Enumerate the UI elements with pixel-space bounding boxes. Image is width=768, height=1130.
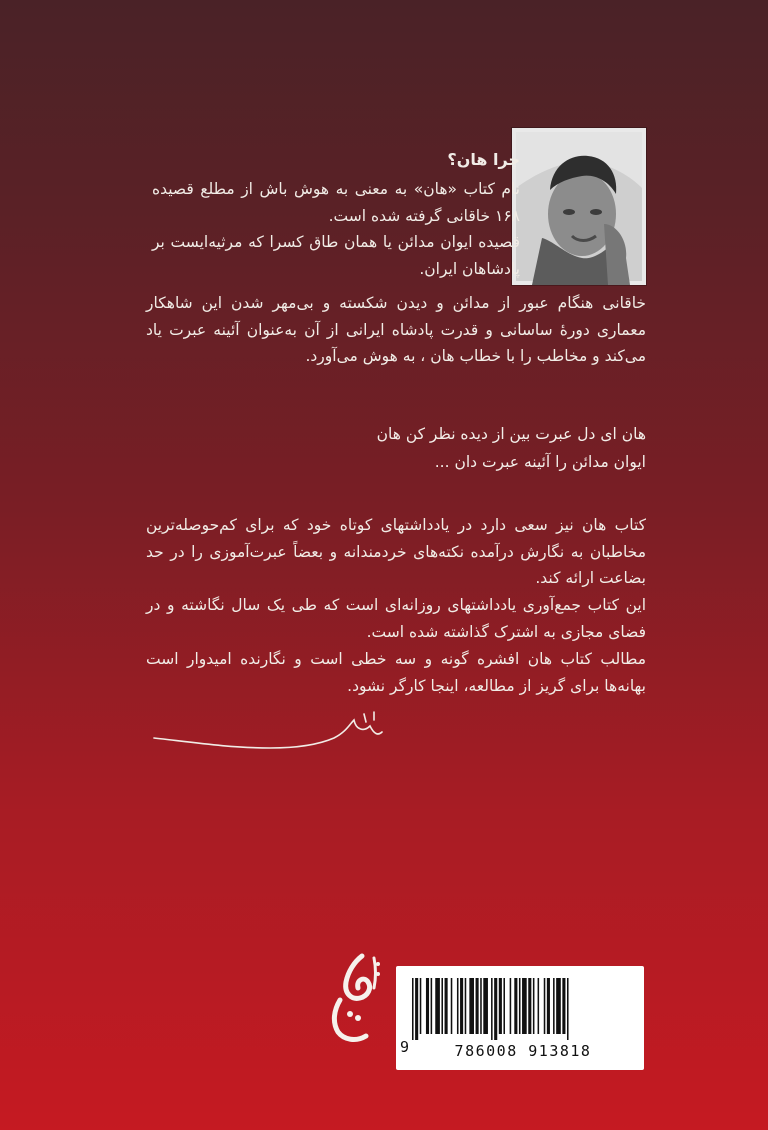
barcode-bar bbox=[426, 978, 429, 1034]
barcode-bar bbox=[457, 978, 459, 1034]
barcode-bar bbox=[441, 978, 443, 1034]
barcode-bar bbox=[567, 978, 569, 1040]
intro-paragraph-3: خاقانی هنگام عبور از مدائن و دیدن شکسته و بی‌مهر شدن این شاهکار معماری دورهٔ ساسانی و قدرت پادشاه ایرانی از آن به‌عنوان آئینه عبرت یاد می‌کند و مخاطب را با خطاب هان ، به هوش می‌آورد. bbox=[146, 294, 646, 365]
intro-paragraph-1: نام کتاب «هان» به معنی به هوش باش از مطلع قصیده ۱۶۸ خاقانی گرفته شده است. bbox=[152, 180, 520, 225]
barcode-bar bbox=[547, 978, 550, 1034]
body-paragraph-2: این کتاب جمع‌آوری یادداشتهای روزانه‌ای است که طی یک سال نگاشته و در فضای مجازی به اشترک گذاشته شده است. bbox=[146, 596, 646, 641]
signature-icon bbox=[150, 708, 390, 768]
barcode-bar bbox=[553, 978, 555, 1034]
barcode-bar bbox=[431, 978, 433, 1034]
barcode-bar bbox=[465, 978, 467, 1034]
barcode-bar bbox=[445, 978, 448, 1034]
body-paragraph-3: مطالب کتاب هان افشره گونه و سه خطی است و نگارنده امیدوار است بهانه‌ها برای گریز از مطالعه، اینجا کارگر نشود. bbox=[146, 650, 646, 695]
barcode-bar bbox=[514, 978, 517, 1034]
barcode-bar bbox=[533, 978, 535, 1034]
barcode-bar bbox=[519, 978, 521, 1034]
barcode-bar bbox=[435, 978, 440, 1034]
barcode-bar bbox=[415, 978, 418, 1040]
barcode-bar bbox=[451, 978, 453, 1034]
barcode-bar bbox=[480, 978, 482, 1034]
barcode-bar bbox=[556, 978, 561, 1034]
barcode-bar bbox=[460, 978, 463, 1034]
barcode-bar bbox=[528, 978, 531, 1034]
barcode-bar bbox=[483, 978, 488, 1034]
barcode-bars bbox=[412, 978, 628, 1040]
barcode-bar bbox=[503, 978, 505, 1034]
barcode-bar bbox=[510, 978, 512, 1034]
barcode-bar bbox=[562, 978, 565, 1034]
poem-verse bbox=[146, 420, 646, 476]
section-heading: چرا هان؟ bbox=[447, 150, 520, 169]
barcode-bar bbox=[544, 978, 546, 1034]
barcode-bar bbox=[412, 978, 414, 1040]
barcode-bar bbox=[420, 978, 422, 1034]
barcode bbox=[396, 966, 644, 1070]
barcode-bar bbox=[491, 978, 493, 1040]
barcode-bar bbox=[469, 978, 474, 1034]
barcode-bar bbox=[538, 978, 540, 1034]
barcode-bar bbox=[494, 978, 497, 1040]
verse-line-1: هان ای دل عبرت بین از دیده نظر کن هان bbox=[376, 425, 646, 443]
isbn-number: 786008 913818 bbox=[454, 1042, 592, 1060]
author-photo bbox=[512, 128, 646, 285]
barcode-bar bbox=[499, 978, 502, 1034]
verse-line-2: ایوان مدائن را آئینه عبرت دان ... bbox=[434, 453, 646, 471]
intro-paragraph-2: قصیده ایوان مدائن یا همان طاق کسرا که مرثیه‌ایست بر پادشاهان ایران. bbox=[152, 233, 520, 278]
barcode-bar bbox=[476, 978, 479, 1034]
isbn-first-digit: 9 bbox=[400, 1038, 410, 1056]
publisher-logo-icon bbox=[322, 948, 386, 1048]
barcode-bar bbox=[522, 978, 527, 1034]
body-paragraph-1: کتاب هان نیز سعی دارد در یادداشتهای کوتاه خود که برای کم‌حوصله‌ترین مخاطبان به نگارش درآمده نکته‌های خردمندانه و بعضاً عبرت‌آموزی را در حد بضاعت ارائه کند. bbox=[146, 516, 646, 587]
